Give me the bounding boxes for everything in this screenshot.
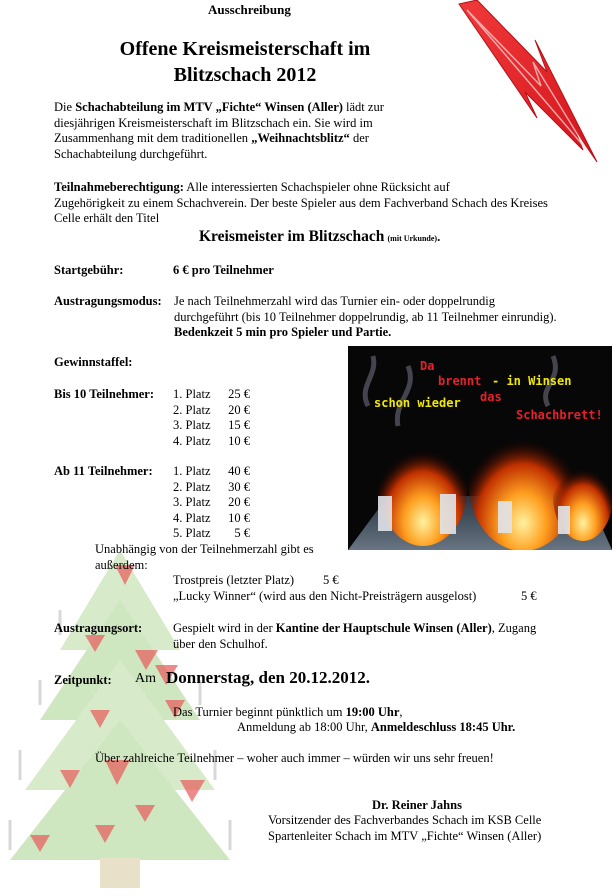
time-am: Am [135, 671, 156, 686]
header-label: Ausschreibung [208, 2, 291, 17]
venue-label: Austragungsort: [54, 621, 143, 635]
intro-paragraph: Die Schachabteilung im MTV „Fichte“ Winsen (Aller) lädt zur diesjährigen Kreismeisterschaft im Blitzschach ein. Sie wird im Zusammenhang mit dem traditionellen „Weihnachtsblitz“ der Schachabteilung durchgeführt. [54, 100, 384, 161]
invite-text: Über zahlreiche Teilnehmer – woher auch immer – würden wir uns sehr freuen! [95, 751, 494, 765]
signature-line2: Spartenleiter Schach im MTV „Fichte“ Winsen (Aller) [268, 829, 542, 843]
eligibility-paragraph: Teilnahmeberechtigung: Alle interessierten Schachspieler ohne Rücksicht auf Zugehörigkeit zu einem Schachverein. Der beste Spieler aus dem Fachverband Schach des Kreises Celle erhält den Titel [54, 180, 548, 225]
signature-name: Dr. Reiner Jahns [372, 798, 462, 812]
page-title-line2: Blitzschach 2012 [173, 64, 317, 86]
prize-place: 4. Platz [173, 433, 211, 448]
prize-place: 1. Platz [173, 464, 211, 478]
trost-prize: Trostpreis (letzter Platz) [173, 573, 295, 587]
lucky-prize: „Lucky Winner“ (wird aus den Nicht-Preisträgern ausgelost) [173, 589, 477, 603]
prize-amount: 5 € [234, 526, 250, 541]
prize-amount: 20 € [228, 402, 250, 417]
prize-place: 4. Platz [173, 510, 211, 525]
page-title-line1: Offene Kreismeisterschaft im [119, 38, 371, 60]
fire-chess-photo [348, 346, 612, 550]
signature-line1: Vorsitzender des Fachverbandes Schach im KSB Celle [268, 813, 542, 827]
group1-label: Bis 10 Teilnehmer: [54, 387, 155, 401]
prize-amount: 20 € [228, 495, 250, 510]
prize-amount: 40 € [228, 464, 250, 478]
mode-text: Je nach Teilnehmerzahl wird das Turnier ein- oder doppelrundig durchgeführt (bis 10 Teilnehmer doppelrundig, ab 11 Teilnehmer einrundig). Bedenkzeit 5 min pro Spieler und Partie. [174, 294, 557, 339]
venue-text: Gespielt wird in der Kantine der Hauptschule Winsen (Aller), Zugang über den Schulhof. [173, 621, 537, 651]
prize-place: 3. Platz [173, 495, 211, 510]
photo-word-schachbrett: Schachbrett! [516, 408, 603, 422]
photo-word-in-winsen: - in Winsen [492, 374, 572, 388]
mode-label: Austragungsmodus: [54, 294, 162, 308]
prize-amount: 10 € [228, 510, 250, 525]
photo-word-brennt: brennt [438, 374, 482, 388]
photo-word-schon-wieder: schon wieder [374, 396, 461, 410]
prize-amount: 25 € [228, 387, 250, 401]
prize-amount: 15 € [228, 418, 250, 433]
independent-text: Unabhängig von der Teilnehmerzahl gibt es außerdem: [95, 542, 314, 572]
start-time: Das Turnier beginnt pünktlich um 19:00 Uhr, [173, 705, 403, 719]
time-label: Zeitpunkt: [54, 673, 112, 687]
prize-place: 3. Platz [173, 418, 211, 433]
fee-label: Startgebühr: [54, 263, 124, 277]
group2-label: Ab 11 Teilnehmer: [54, 464, 153, 478]
prizes-label: Gewinnstaffel: [54, 355, 133, 369]
kreismeister-title: Kreismeister im Blitzschach (mit Urkunde). [199, 228, 441, 245]
trost-amount: 5 € [323, 573, 339, 587]
photo-word-das: das [480, 390, 502, 404]
lucky-amount: 5 € [521, 589, 537, 603]
prize-place: 1. Platz [173, 387, 211, 401]
prize-amount: 30 € [228, 479, 250, 494]
prize-place: 5. Platz [173, 526, 211, 541]
prize-place: 2. Platz [173, 479, 211, 494]
prize-place: 2. Platz [173, 402, 211, 417]
registration-time: Anmeldung ab 18:00 Uhr, Anmeldeschluss 18:45 Uhr. [237, 720, 516, 734]
photo-word-da: Da [420, 359, 435, 373]
prize-amount: 10 € [228, 433, 250, 448]
fee-value: 6 € pro Teilnehmer [173, 263, 274, 277]
event-date: Donnerstag, den 20.12.2012. [166, 668, 371, 687]
